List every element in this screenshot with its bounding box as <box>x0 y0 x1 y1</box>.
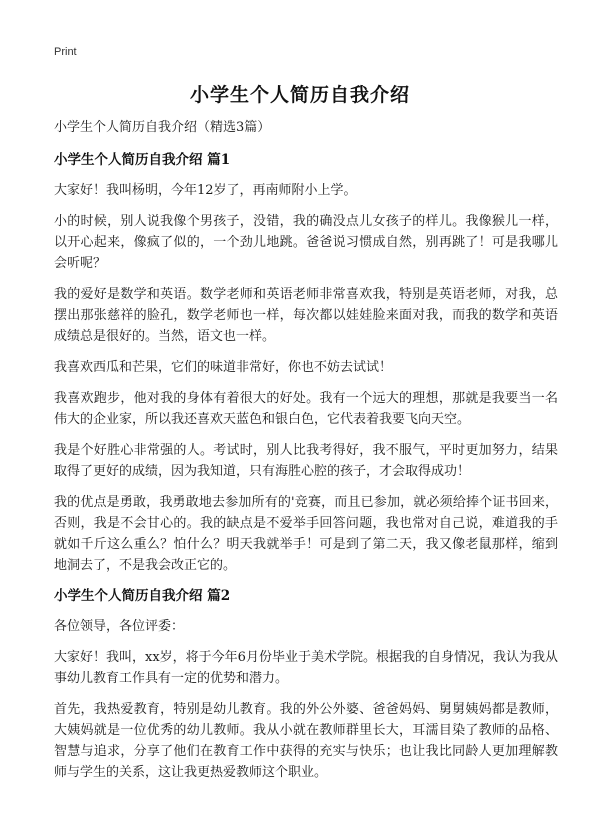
paragraph: 各位领导，各位评委： <box>54 619 185 634</box>
paragraph: 我的爱好是数学和英语。数学老师和英语老师非常喜欢我，特别是英语老师，对我，总摆出那张慈祥的脸孔，数学老师也一样，每次都以娃娃脸来面对我，而我的数学和英语成绩总是很好的。当然，语文也一样。 <box>54 287 558 344</box>
section-2 <box>54 586 558 783</box>
paragraph: 我是个好胜心非常强的人。考试时，别人比我考得好，我不服气，平时更加努力，结果取得了更好的成绩，因为我知道，只有海胜心腔的孩子，才会取得成功！ <box>54 443 558 479</box>
paragraph: 大家好！我叫，xx岁，将于今年6月份毕业于美术学院。根据我的自身情况，我认为我从事幼儿教育工作具有一定的优势和潜力。 <box>54 650 558 686</box>
paragraph: 我的优点是勇敢，我勇敢地去参加所有的'竞赛，而且已参加，就必须给捧个证书回来，否则，我是不会甘心的。我的缺点是不爱举手回答问题，我也常对自己说，难道我的手就如千斤这么重么？怕什么？明天我就举手！可是到了第二天，我又像老鼠那样，缩到地洞去了，不是我会改正它的。 <box>54 495 558 573</box>
print-label[interactable]: Print <box>54 46 77 58</box>
section-heading: 小学生个人简历自我介绍 篇1 <box>54 152 231 168</box>
document-body <box>54 118 558 793</box>
document-subtitle: 小学生个人简历自我介绍（精选3篇） <box>54 120 271 135</box>
paragraph: 首先，我热爱教育，特别是幼儿教育。我的外公外婆、爸爸妈妈、舅舅姨妈都是教师，大姨妈就是一位优秀的幼儿教师。我从小就在教师群里长大，耳濡目染了教师的品格、智慧与追求，分享了他们在教育工作中获得的充实与快乐；也让我比同龄人更加理解教师与学生的关系，这让我更热爱教师这个职业。 <box>54 702 558 780</box>
paragraph: 大家好！我叫杨明，今年12岁了，再南师附小上学。 <box>54 183 357 198</box>
section-1 <box>54 150 558 576</box>
paragraph: 我喜欢跑步，他对我的身体有着很大的好处。我有一个远大的理想，那就是我要当一名伟大的企业家，所以我还喜欢天蓝色和银白色，它代表着我要飞向天空。 <box>54 391 558 427</box>
paragraph: 我喜欢西瓜和芒果，它们的味道非常好，你也不妨去试试！ <box>54 360 393 375</box>
section-heading: 小学生个人简历自我介绍 篇2 <box>54 588 231 604</box>
paragraph: 小的时候，别人说我像个男孩子，没错，我的确没点儿女孩子的样儿。我像猴儿一样，以开心起来，像疯了似的，一个劲儿地跳。爸爸说习惯成自然，别再跳了！可是我哪儿会听呢？ <box>54 214 558 271</box>
document-title: 小学生个人简历自我介绍 <box>189 84 410 106</box>
